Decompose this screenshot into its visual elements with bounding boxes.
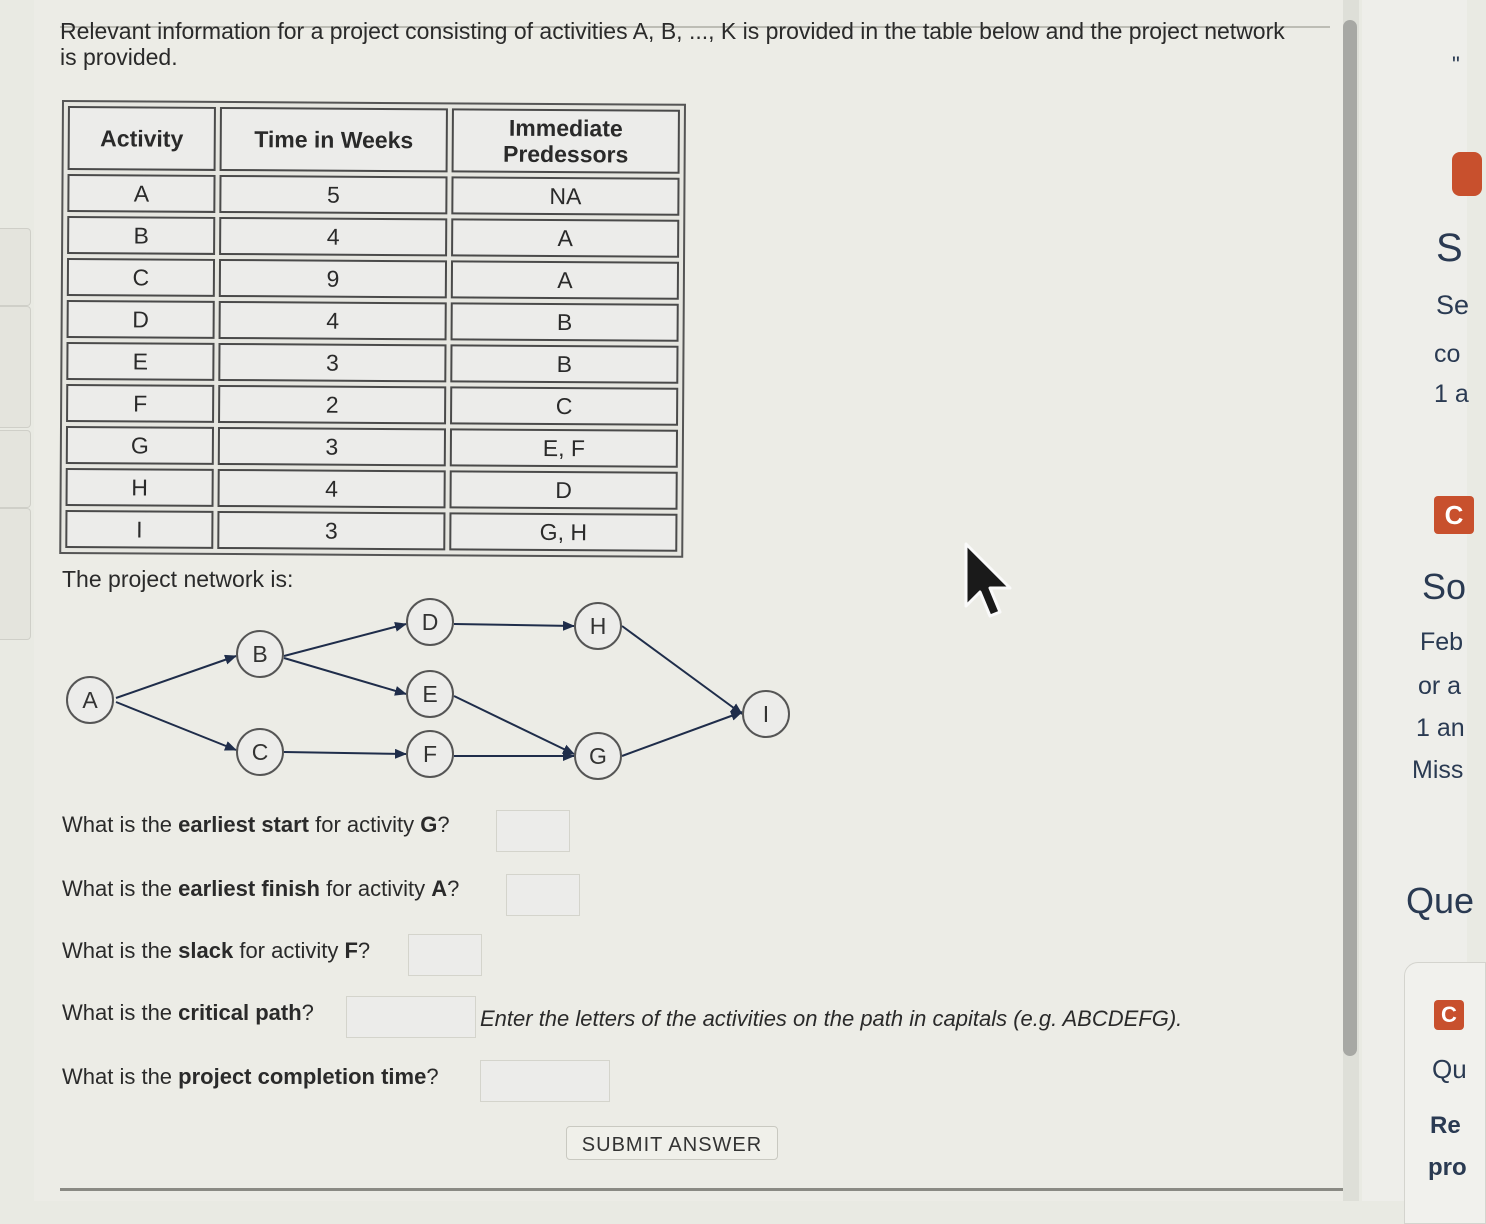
cell-predecessors: B bbox=[450, 344, 678, 383]
critical-path-input[interactable] bbox=[346, 996, 476, 1038]
table-row bbox=[66, 342, 678, 384]
cell-time: 3 bbox=[218, 427, 446, 466]
cell-activity: G bbox=[66, 426, 214, 465]
cell-time: 4 bbox=[219, 217, 447, 256]
cell-activity: B bbox=[67, 216, 215, 255]
sidebar-text: Feb bbox=[1420, 628, 1464, 656]
earliest-start-input[interactable] bbox=[496, 810, 570, 852]
cell-time: 3 bbox=[218, 343, 446, 382]
cell-activity: E bbox=[66, 342, 214, 381]
table-row bbox=[66, 384, 678, 426]
cell-time: 5 bbox=[219, 175, 447, 214]
sidebar-text: Re bbox=[1430, 1112, 1461, 1139]
node-label-h: H bbox=[589, 613, 607, 639]
sidebar-text: Miss bbox=[1412, 756, 1464, 784]
table-row bbox=[67, 216, 679, 258]
node-label-g: G bbox=[589, 743, 607, 769]
node-label-a: A bbox=[82, 687, 98, 713]
node-label-i: I bbox=[762, 701, 770, 727]
cell-time: 2 bbox=[218, 385, 446, 424]
sidebar-text: pro bbox=[1428, 1154, 1467, 1181]
question-critical-path: What is the critical path? bbox=[62, 1000, 314, 1025]
sidebar-text: 1 an bbox=[1416, 714, 1465, 742]
cell-activity: I bbox=[65, 510, 213, 549]
table-row bbox=[67, 174, 679, 216]
edge-d-h bbox=[454, 624, 574, 626]
cell-predecessors: C bbox=[450, 386, 678, 425]
sidebar-text: or a bbox=[1418, 672, 1462, 700]
node-label-f: F bbox=[422, 741, 438, 767]
intro-text: Relevant information for a project consisting of activities A, B, ..., K is provided in the table below and the project network is provided. bbox=[60, 18, 1285, 70]
critical-path-hint: Enter the letters of the activities on the path in capitals (e.g. ABCDEFG). bbox=[480, 1006, 1183, 1031]
table-row bbox=[67, 300, 679, 342]
sidebar-text: Se bbox=[1436, 290, 1470, 320]
completion-time-input[interactable] bbox=[480, 1060, 610, 1102]
cell-predecessors: B bbox=[451, 302, 679, 341]
header-activity: Activity bbox=[68, 106, 216, 171]
table-row bbox=[65, 510, 677, 552]
cell-activity: A bbox=[67, 174, 215, 213]
project-network-diagram bbox=[60, 590, 800, 800]
question-slack: What is the slack for activity F? bbox=[62, 938, 371, 963]
sidebar-badge[interactable]: C bbox=[1434, 496, 1474, 534]
header-predecessors: Immediate Predessors bbox=[452, 108, 680, 173]
cell-predecessors: NA bbox=[451, 176, 679, 215]
cell-time: 4 bbox=[218, 469, 446, 508]
node-label-d: D bbox=[421, 609, 439, 635]
cell-activity: D bbox=[67, 300, 215, 339]
left-edge-tab[interactable] bbox=[0, 430, 31, 508]
edge-c-f bbox=[284, 752, 406, 754]
edge-g-i bbox=[622, 712, 742, 756]
cell-predecessors: E, F bbox=[450, 428, 678, 467]
edge-b-d bbox=[284, 624, 406, 656]
node-label-b: B bbox=[252, 641, 268, 667]
question-completion-time: What is the project completion time? bbox=[62, 1064, 439, 1089]
activity-table bbox=[59, 100, 686, 558]
earliest-finish-input[interactable] bbox=[506, 874, 580, 916]
edge-b-e bbox=[284, 658, 406, 694]
table-row bbox=[66, 426, 678, 468]
edge-e-g bbox=[454, 696, 574, 754]
sidebar-panel bbox=[1362, 0, 1475, 1201]
cell-predecessors: G, H bbox=[449, 512, 677, 551]
cell-predecessors: A bbox=[451, 218, 679, 257]
question-earliest-finish: What is the earliest finish for activity A? bbox=[62, 876, 460, 901]
edge-a-c bbox=[116, 702, 236, 750]
node-label-e: E bbox=[422, 681, 438, 707]
network-label: The project network is: bbox=[62, 566, 294, 592]
sidebar-text: Qu bbox=[1432, 1054, 1467, 1084]
edge-h-i bbox=[622, 626, 742, 714]
node-label-c: C bbox=[251, 739, 269, 765]
sidebar-text: Que bbox=[1406, 880, 1475, 921]
left-edge-tab[interactable] bbox=[0, 306, 31, 428]
left-edge-tab[interactable] bbox=[0, 228, 31, 306]
cell-activity: C bbox=[67, 258, 215, 297]
question-earliest-start: What is the earliest start for activity G? bbox=[62, 812, 450, 837]
cell-time: 9 bbox=[219, 259, 447, 298]
cell-time: 3 bbox=[217, 511, 445, 550]
mouse-cursor-icon bbox=[962, 540, 1014, 624]
left-edge-tab[interactable] bbox=[0, 508, 31, 640]
sidebar-quote-mark: " bbox=[1452, 52, 1460, 77]
sidebar-badge[interactable]: C bbox=[1434, 1000, 1464, 1030]
submit-answer-button[interactable]: SUBMIT ANSWER bbox=[566, 1126, 778, 1160]
scrollbar-thumb[interactable] bbox=[1343, 20, 1357, 1056]
header-time: Time in Weeks bbox=[220, 107, 448, 172]
slack-input[interactable] bbox=[408, 934, 482, 976]
cell-time: 4 bbox=[219, 301, 447, 340]
cell-activity: H bbox=[66, 468, 214, 507]
sidebar-text: co bbox=[1434, 340, 1461, 368]
sidebar-text: S bbox=[1436, 226, 1463, 270]
sidebar-text: So bbox=[1422, 566, 1467, 607]
cell-activity: F bbox=[66, 384, 214, 423]
table-row bbox=[67, 258, 679, 300]
sidebar-badge-shape bbox=[1452, 152, 1482, 196]
cell-predecessors: A bbox=[451, 260, 679, 299]
cell-predecessors: D bbox=[450, 470, 678, 509]
bottom-divider bbox=[60, 1188, 1350, 1191]
table-row bbox=[66, 468, 678, 510]
edge-a-b bbox=[116, 656, 236, 698]
sidebar-text: 1 a bbox=[1434, 380, 1469, 408]
